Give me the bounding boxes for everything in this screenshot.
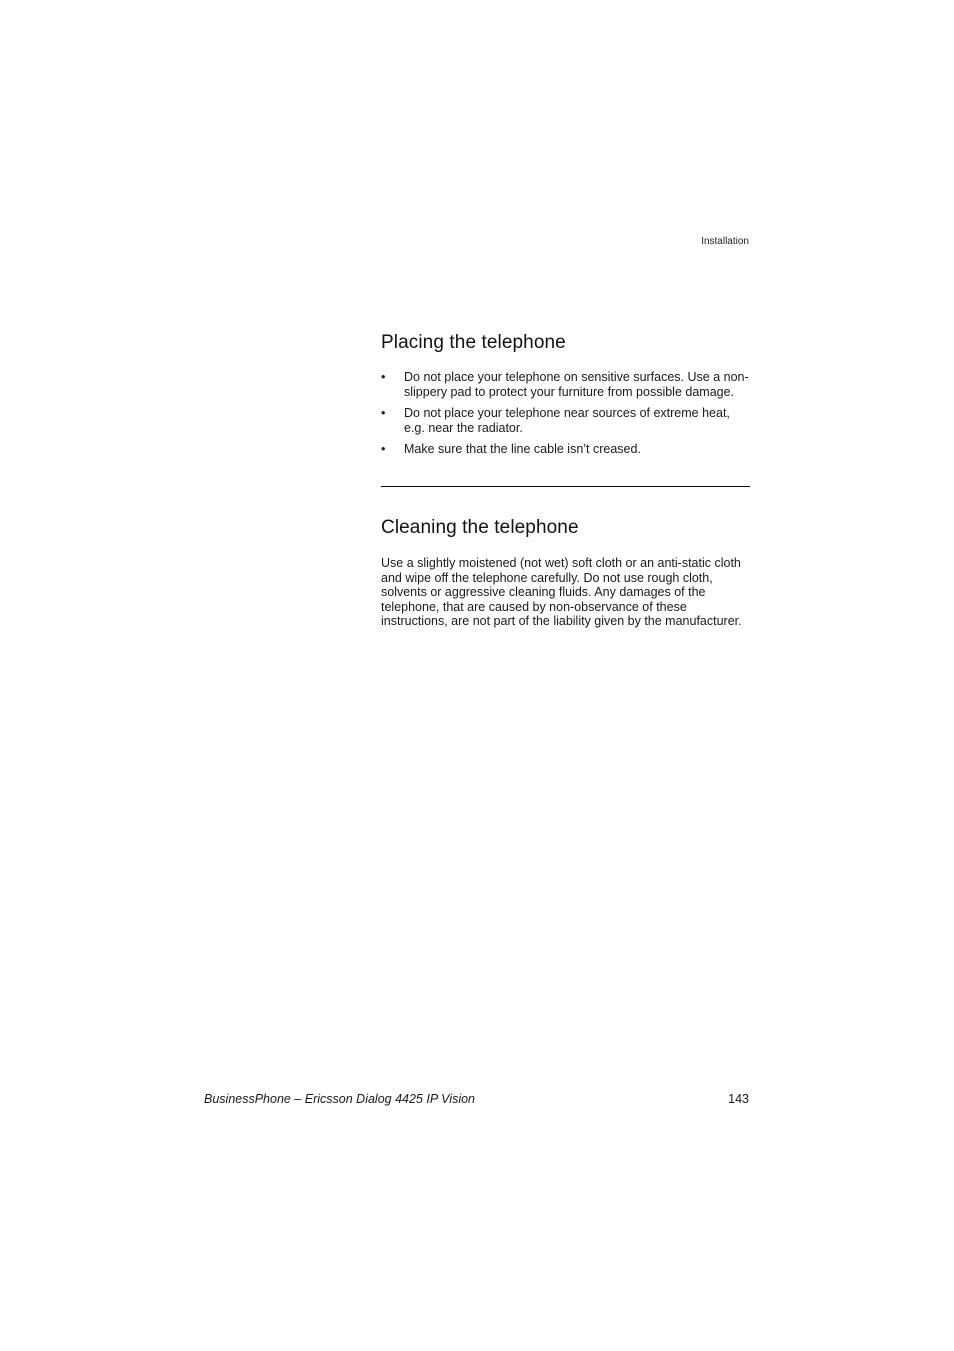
list-item bbox=[381, 442, 750, 457]
list-item-text: Do not place your telephone near sources of extreme heat, e.g. near the radiator. bbox=[404, 406, 730, 435]
section-body-cleaning: Use a slightly moistened (not wet) soft cloth or an anti-static cloth and wipe off the telephone carefully. Do not use rough cloth, solvents or aggressive cleaning fluids. Any damages of the telephone, that are caused by non-observance of these instructions, are not part of the liability given by the manufacturer. bbox=[381, 556, 742, 629]
section-divider bbox=[381, 486, 750, 487]
page-content bbox=[381, 332, 750, 629]
page-number: 143 bbox=[728, 1092, 749, 1106]
section-placing bbox=[381, 332, 750, 457]
list-item-text: Make sure that the line cable isn’t creased. bbox=[404, 442, 641, 456]
list-item bbox=[381, 370, 750, 400]
list-item bbox=[381, 406, 750, 436]
section-title-cleaning: Cleaning the telephone bbox=[381, 517, 579, 538]
footer-title: BusinessPhone – Ericsson Dialog 4425 IP Vision bbox=[204, 1092, 475, 1106]
bullet-icon: • bbox=[381, 406, 386, 420]
list-item-text: Do not place your telephone on sensitive surfaces. Use a non-slippery pad to protect your furniture from possible damage. bbox=[404, 370, 749, 399]
section-title-placing: Placing the telephone bbox=[381, 332, 566, 353]
bullet-icon: • bbox=[381, 370, 386, 384]
bullet-list bbox=[381, 370, 750, 457]
bullet-icon: • bbox=[381, 442, 386, 456]
section-cleaning bbox=[381, 517, 750, 629]
running-header: Installation bbox=[701, 236, 749, 247]
